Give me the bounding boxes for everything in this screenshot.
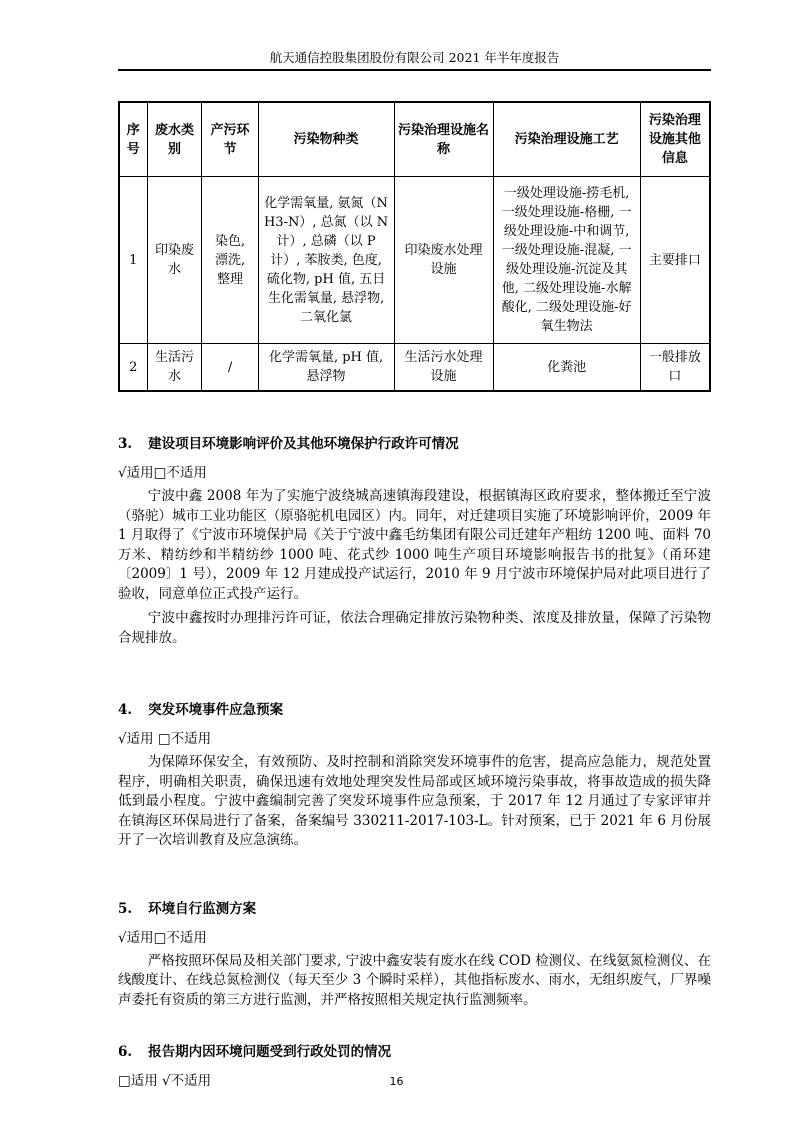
section-title: 建设项目环境影响评价及其他环境保护行政许可情况 bbox=[148, 436, 459, 452]
page-content bbox=[118, 0, 711, 1090]
report-title: 航天通信控股集团股份有限公司 2021 年半年度报告 bbox=[269, 50, 560, 65]
cell-wastewater-type: 印染废水 bbox=[147, 177, 202, 344]
column-header-facility-name: 污染治理设施名称 bbox=[394, 102, 493, 177]
section-number: 6. bbox=[118, 1044, 133, 1060]
column-header-pollution-stage: 产污环节 bbox=[202, 102, 258, 177]
table-row bbox=[119, 177, 710, 344]
applicability-line: □适用 √不适用 bbox=[118, 1073, 212, 1089]
cell-facility-name: 生活污水处理设施 bbox=[394, 344, 493, 392]
section-self-monitoring-plan bbox=[118, 899, 711, 1011]
section-title: 报告期内因环境问题受到行政处罚的情况 bbox=[148, 1044, 392, 1060]
paragraph: 为保障环保安全，有效预防、及时控制和消除突发环境事件的危害，提高应急能力，规范处置程序，明确相关职责，确保迅速有效地处理突发性局部或区域环境污染事故，将事故造成的损失降低到最小程度。宁波中鑫编制完善了突发环境事件应急预案，于 2017 年 12 月通过了专家评审并在镇海区环保局进行了备案，备案编号 330211-2017-103-L。针对预案，已于 2021 年 6 月份展开了一次培训教育及应急演练。 bbox=[118, 754, 711, 848]
table-header-row bbox=[119, 102, 710, 177]
applicability-line: √适用 □不适用 bbox=[118, 731, 212, 747]
paragraph: 严格按照环保局及相关部门要求, 宁波中鑫安装有废水在线 COD 检测仪、在线氨氮检测仪、在线酸度计、在线总氮检测仪（每天至少 3 个瞬时采样），其他指标废水、雨水，无组织废气，厂界噪声委托有资质的第三方进行监测，并严格按照相关规定执行监测频率。 bbox=[118, 952, 711, 1008]
column-header-wastewater-type: 废水类别 bbox=[147, 102, 202, 177]
section-number: 4. bbox=[118, 702, 133, 718]
section-emergency-response-plan bbox=[118, 700, 711, 851]
pollution-discharge-table bbox=[118, 101, 711, 392]
section-environmental-impact-assessment bbox=[118, 434, 711, 648]
cell-seq: 2 bbox=[119, 344, 147, 392]
column-header-facility-other-info: 污染治理设施其他信息 bbox=[640, 102, 710, 177]
cell-pollution-stage: 染色, 漂洗, 整理 bbox=[202, 177, 258, 344]
column-header-pollutant-types: 污染物种类 bbox=[258, 102, 394, 177]
cell-facility-process: 一级处理设施-捞毛机, 一级处理设施-格栅, 一级处理设施-中和调节, 一级处理设施-混凝, 一级处理设施-沉淀及其他, 二级处理设施-水解酸化, 二级处理设施-好氧生物法 bbox=[493, 177, 640, 344]
cell-pollution-stage: / bbox=[202, 344, 258, 392]
section-heading bbox=[118, 434, 711, 454]
section-heading bbox=[118, 700, 711, 720]
column-header-seq: 序号 bbox=[119, 102, 147, 177]
running-header bbox=[118, 0, 711, 71]
cell-facility-other-info: 主要排口 bbox=[640, 177, 710, 344]
cell-facility-name: 印染废水处理设施 bbox=[394, 177, 493, 344]
page-number: 16 bbox=[389, 1075, 404, 1088]
section-heading bbox=[118, 1042, 711, 1062]
section-title: 突发环境事件应急预案 bbox=[148, 702, 284, 718]
section-number: 5. bbox=[118, 900, 133, 917]
cell-facility-process: 化粪池 bbox=[493, 344, 640, 392]
applicability-line: √适用□不适用 bbox=[118, 929, 207, 946]
cell-pollutant-types: 化学需氧量, 氨氮（NH3-N）, 总氮（以 N 计）, 总磷（以 P 计）, 苯胺类, 色度, 硫化物, pH 值, 五日生化需氧量, 悬浮物, 二氧化氯 bbox=[258, 177, 394, 344]
column-header-facility-process: 污染治理设施工艺 bbox=[493, 102, 640, 177]
section-title: 环境自行监测方案 bbox=[148, 900, 257, 917]
section-heading bbox=[118, 899, 711, 919]
section-number: 3. bbox=[118, 436, 133, 452]
cell-seq: 1 bbox=[119, 177, 147, 344]
cell-facility-other-info: 一般排放口 bbox=[640, 344, 710, 392]
applicability-line: √适用□不适用 bbox=[118, 465, 207, 481]
cell-wastewater-type: 生活污水 bbox=[147, 344, 202, 392]
paragraph: 宁波中鑫按时办理排污许可证，依法合理确定排放污染物种类、浓度及排放量，保障了污染物合规排放。 bbox=[118, 610, 711, 646]
paragraph: 宁波中鑫 2008 年为了实施宁波绕城高速镇海段建设，根据镇海区政府要求，整体搬迁至宁波（骆驼）城市工业功能区（原骆驼机电园区）内。同年，对迁建项目实施了环境影响评价，2009 年 1 月取得了《宁波市环境保护局《关于宁波中鑫毛纺集团有限公司迁建年产粗纺 1200 吨、面料 70 万米、精纺纱和半精纺纱 1000 吨、花式纱 1000 吨生产项目环境影响报告书的批复》（甬环建〔2009〕1 号），2009 年 12 月建成投产试运行，2010 年 9 月宁波市环境保护局对此项目进行了验收，同意单位正式投产运行。 bbox=[118, 488, 711, 602]
table-row bbox=[119, 344, 710, 392]
cell-pollutant-types: 化学需氧量, pH 值, 悬浮物 bbox=[258, 344, 394, 392]
